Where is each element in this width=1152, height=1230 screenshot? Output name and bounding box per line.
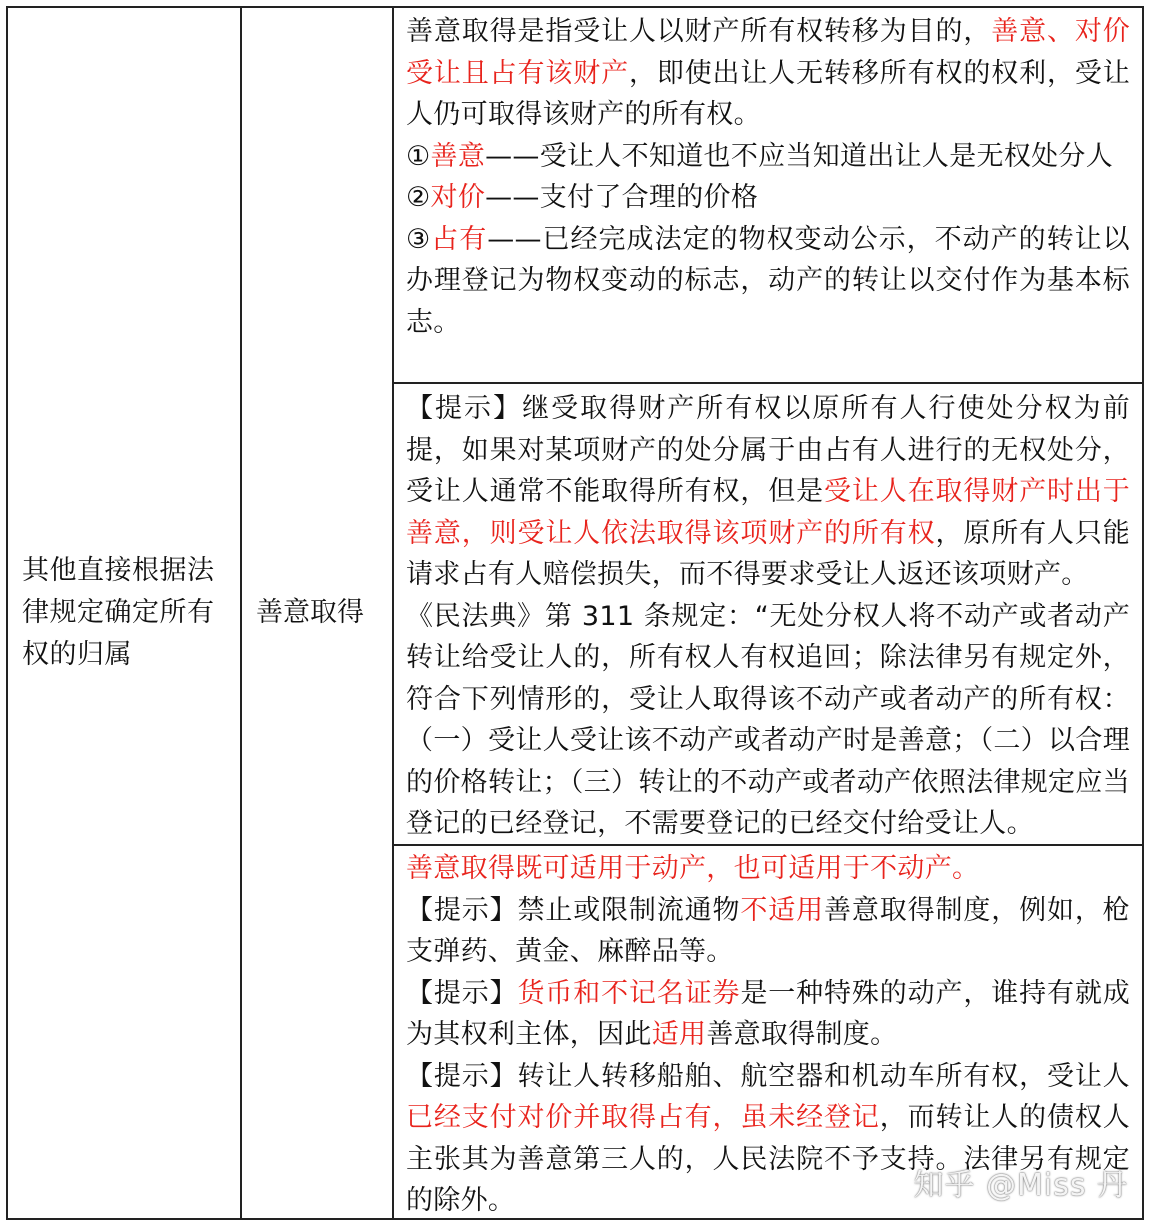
text-run: ——受让人不知道也不应当知道出让人是无权处分人 <box>485 140 1114 172</box>
highlight-run: 善意、对价受让且占有该财产 <box>406 16 1130 89</box>
scope-statement <box>406 848 1130 890</box>
text-run: ① <box>406 140 431 172</box>
text-run: ③ <box>406 223 432 255</box>
tip-paragraph <box>406 388 1130 596</box>
tip-cell <box>394 382 1142 844</box>
condition-consideration <box>406 177 1130 219</box>
text-run: 【提示】 <box>406 977 518 1009</box>
content-table <box>6 6 1144 1220</box>
highlight-run: 善意取得既可适用于动产，也可适用于不动产。 <box>406 853 980 884</box>
highlight-run: 占有 <box>431 223 488 255</box>
text-run: 善意取得制度。 <box>706 1019 898 1050</box>
text-run: 【提示】转让人转移船舶、航空器和机动车所有权，受让人 <box>406 1060 1130 1092</box>
category-label: 其他直接根据法律规定确定所有权的归属 <box>22 555 215 670</box>
highlight-run: 货币和不记名证券 <box>517 977 741 1009</box>
text-run: ，而转让人的债权人主张其为善意第三人的，人民法院不予支持。法律另有规定的除外。 <box>406 1102 1130 1216</box>
highlight-run: 善意 <box>430 140 486 172</box>
text-run: 【提示】继受取得财产所有权以原所有人行使处分权为前提，如果对某项财产的处分属于由占有人进行的无权处分，受让人通常不能取得所有权，但是 <box>406 393 1130 507</box>
condition-good-faith <box>406 136 1130 178</box>
highlight-run: 已经支付对价并取得占有，虽未经登记 <box>406 1102 880 1133</box>
condition-possession <box>406 219 1130 344</box>
highlight-run: 受让人在取得财产时出于善意，则受让人依法取得该项财产的所有权 <box>406 476 1130 549</box>
zhihu-watermark: 知乎 @Miss 丹 <box>913 1168 1128 1203</box>
highlight-run: 适用 <box>651 1019 707 1050</box>
highlight-run: 不适用 <box>740 894 825 926</box>
text-run: 善意取得制度，例如，枪支弹药、黄金、麻醉品等。 <box>406 894 1130 967</box>
subcategory-label: 善意取得 <box>256 597 364 628</box>
civil-code-article-311 <box>406 596 1130 845</box>
text-run: ，原所有人只能请求占有人赔偿损失，而不得要求受让人返还该项财产。 <box>406 517 1130 590</box>
definition-cell <box>394 8 1142 382</box>
definition-paragraph <box>406 11 1130 136</box>
tip-currency-bearer-securities <box>406 973 1130 1056</box>
text-run: 善意取得是指受让人以财产所有权转移为目的， <box>406 16 992 47</box>
tip-restricted-goods <box>406 890 1130 973</box>
text-run: ——已经完成法定的物权变动公示，不动产的转让以办理登记为物权变动的标志，动产的转让以交付作为基本标志。 <box>406 223 1130 338</box>
category-cell <box>8 8 242 1218</box>
subcategory-cell <box>242 8 394 1218</box>
text-run: ② <box>406 182 431 213</box>
text-run: 是一种特殊的动产，谁持有就成为其权利主体，因此 <box>406 977 1131 1050</box>
text-run: 【提示】禁止或限制流通物 <box>406 894 741 926</box>
text-run: 《民法典》第 311 条规定：“无处分权人将不动产或者动产转让给受让人的，所有权人有权追回；除法律另有规定外，符合下列情形的，受让人取得该不动产或者动产的所有权：（一）受让人受让该不动产或者动产时是善意；（二）以合理的价格转让；（三）转让的不动产或者动产依照法律规定应当登记的已经登记，不需要登记的已经交付给受让人。 <box>406 600 1130 839</box>
description-column <box>394 8 1142 1218</box>
text-run: ——支付了合理的价格 <box>485 182 759 213</box>
text-run: ，即使出让人无转移所有权的权利，受让人仍可取得该财产的所有权。 <box>406 57 1130 130</box>
highlight-run: 对价 <box>430 182 486 213</box>
